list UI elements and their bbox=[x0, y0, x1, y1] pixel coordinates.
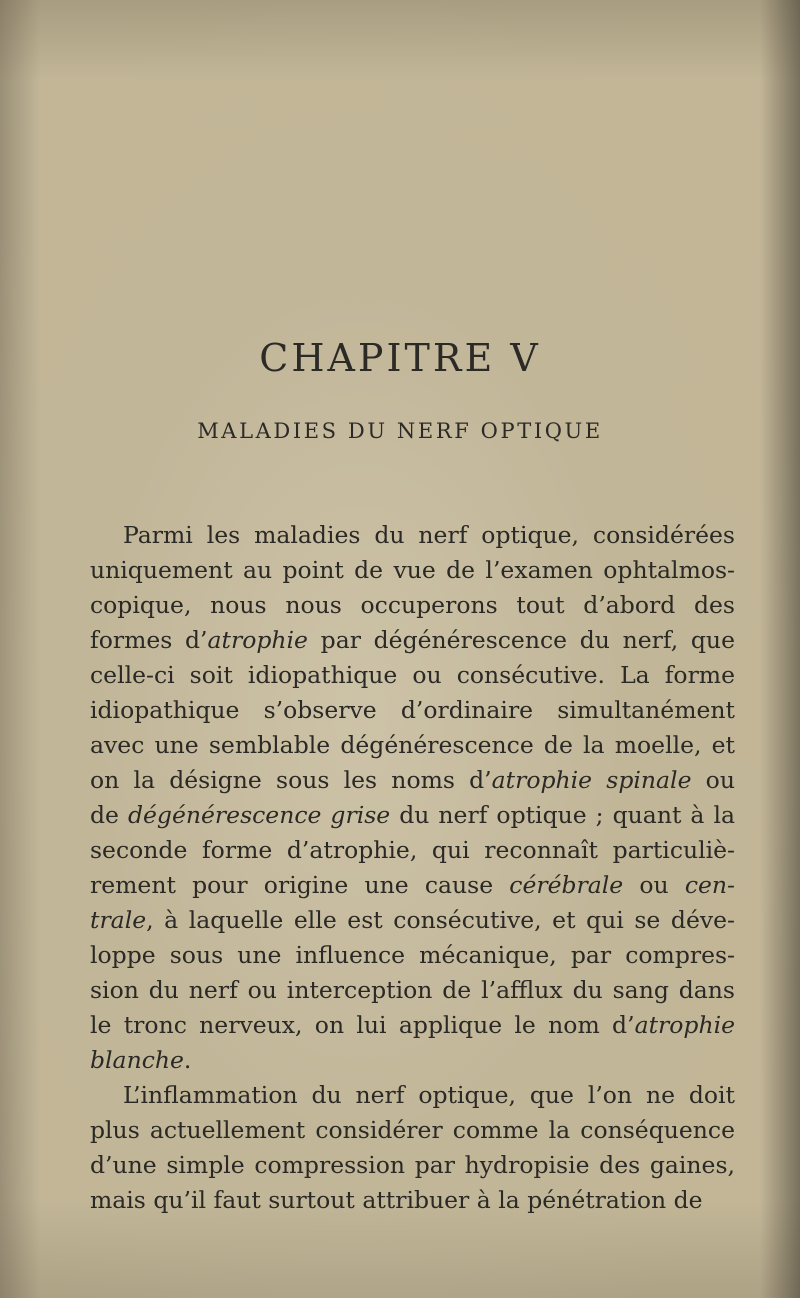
body-text bbox=[90, 518, 735, 1218]
text-line: sion du nerf ou interception de l’afflux du sang dans bbox=[90, 976, 735, 1004]
text-line: seconde forme d’atrophie, qui reconnaît particuliè- bbox=[90, 836, 735, 864]
chapter-title: CHAPITRE V bbox=[259, 336, 541, 380]
text-line: uniquement au point de vue de l’examen ophtalmos- bbox=[90, 556, 735, 584]
text-line: trale, à laquelle elle est consécutive, et qui se déve- bbox=[90, 906, 735, 934]
text-line: copique, nous nous occuperons tout d’abord des bbox=[90, 591, 735, 619]
text-line: le tronc nerveux, on lui applique le nom d’atrophie bbox=[90, 1011, 735, 1039]
italic-term: atrophie spinale bbox=[491, 766, 692, 794]
text-line: Parmi les maladies du nerf optique, considérées bbox=[123, 521, 735, 549]
italic-term: blanche bbox=[90, 1046, 184, 1074]
text-line: avec une semblable dégénérescence de la moelle, et bbox=[90, 731, 735, 759]
text-line: on la désigne sous les noms d’atrophie spinale ou bbox=[90, 766, 735, 794]
text-line: blanche. bbox=[90, 1046, 192, 1074]
text-line: de dégénérescence grise du nerf optique ; quant à la bbox=[90, 801, 735, 829]
text-line: mais qu’il faut surtout attribuer à la pénétration de bbox=[90, 1186, 703, 1214]
chapter-subtitle: MALADIES DU NERF OPTIQUE bbox=[197, 419, 603, 443]
italic-term: dégénérescence grise bbox=[127, 801, 391, 829]
text-line: idiopathique s’observe d’ordinaire simultanément bbox=[90, 696, 735, 724]
italic-term: atrophie bbox=[634, 1011, 735, 1039]
italic-term: atrophie bbox=[207, 626, 308, 654]
text-line: rement pour origine une cause cérébrale ou cen- bbox=[90, 871, 735, 899]
text-line: loppe sous une influence mécanique, par compres- bbox=[90, 941, 735, 969]
italic-term: cérébrale bbox=[509, 871, 624, 899]
text-line: formes d’atrophie par dégénérescence du nerf, que bbox=[90, 626, 735, 654]
italic-term: cen- bbox=[684, 871, 735, 899]
text-line: celle-ci soit idiopathique ou consécutive. La forme bbox=[90, 661, 735, 689]
text-line: L’inflammation du nerf optique, que l’on ne doit bbox=[123, 1081, 735, 1109]
text-line: d’une simple compression par hydropisie des gaines, bbox=[90, 1151, 735, 1179]
italic-term: trale bbox=[90, 906, 147, 934]
text-line: plus actuellement considérer comme la conséquence bbox=[90, 1116, 735, 1144]
